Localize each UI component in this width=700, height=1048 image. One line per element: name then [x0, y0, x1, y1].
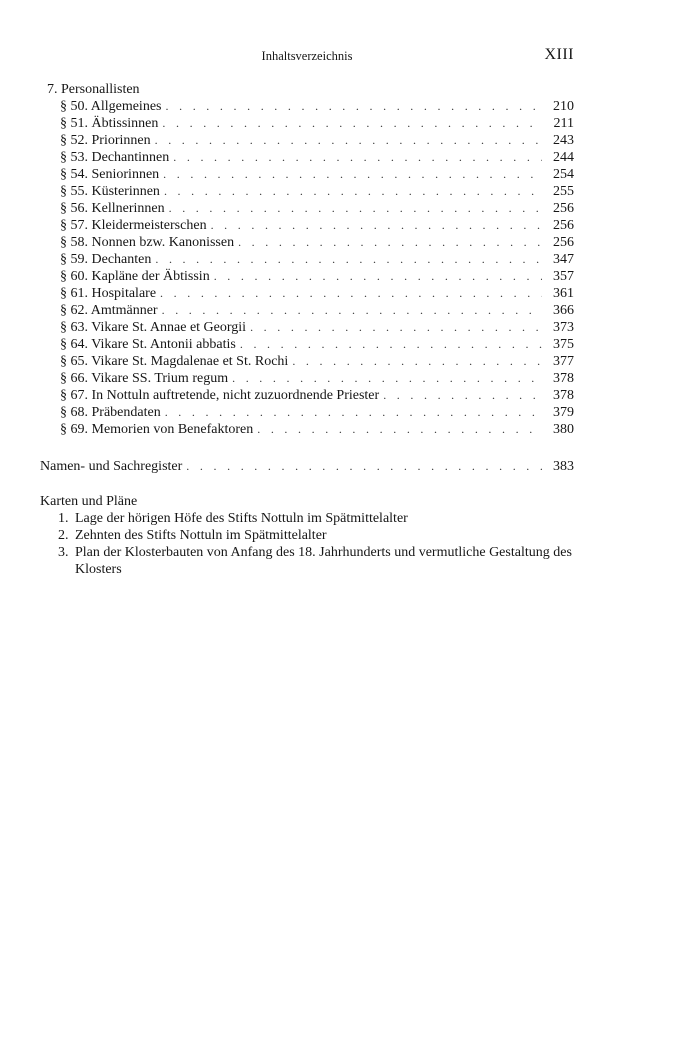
toc-entry [40, 217, 574, 234]
toc-entry-page: 243 [553, 133, 574, 148]
toc-entry-label: § 54. Seniorinnen [60, 167, 160, 182]
dot-leader [173, 149, 542, 166]
dot-leader [155, 251, 542, 268]
running-title: Inhaltsverzeichnis [261, 49, 353, 63]
toc-entry-page: 347 [553, 252, 574, 267]
toc-entry [40, 115, 574, 132]
toc-entry-label: § 55. Küsterinnen [60, 184, 160, 199]
toc-entry [40, 268, 574, 285]
map-item-number: 3. [58, 545, 69, 560]
toc-entry-page: 211 [553, 116, 574, 131]
toc-entry [40, 302, 574, 319]
toc-entry-label: § 65. Vikare St. Magdalenae et St. Rochi [60, 354, 289, 369]
dot-leader [240, 336, 542, 353]
toc-entry [40, 353, 574, 370]
map-item-number: 1. [58, 511, 69, 526]
dot-leader [163, 166, 542, 183]
toc-entry-label: § 58. Nonnen bzw. Kanonissen [60, 235, 235, 250]
toc-entry-page: 256 [553, 218, 574, 233]
toc-entry [40, 149, 574, 166]
toc-entry-label: § 60. Kapläne der Äbtissin [60, 269, 210, 284]
toc-entry [40, 336, 574, 353]
toc-entry-page: 210 [553, 99, 574, 114]
map-list-item [40, 510, 574, 527]
dot-leader [165, 404, 542, 421]
toc-entry-page: 361 [553, 286, 574, 301]
toc-entry [40, 200, 574, 217]
toc-entry-page: 380 [553, 422, 574, 437]
dot-leader [257, 421, 542, 438]
map-list-item [40, 544, 574, 578]
map-item-text: Plan der Klosterbauten von Anfang des 18. Jahrhunderts und vermutliche Gestaltung des Klosters [75, 545, 572, 577]
toc-entry-label: § 52. Priorinnen [60, 133, 151, 148]
dot-leader [155, 132, 542, 149]
toc-entry-page: 244 [553, 150, 574, 165]
toc-entry [40, 132, 574, 149]
running-head [40, 46, 574, 66]
toc-entry-page: 373 [553, 320, 574, 335]
toc-entry-label: § 63. Vikare St. Annae et Georgii [60, 320, 247, 335]
dot-leader [186, 458, 542, 475]
page-numeral: XIII [544, 46, 574, 63]
dot-leader [214, 268, 542, 285]
toc-entry-label: § 53. Dechantinnen [60, 150, 170, 165]
maps-heading: Karten und Pläne [40, 494, 138, 509]
toc-entry-label: § 67. In Nottuln auftretende, nicht zuzuordnende Priester [60, 388, 380, 403]
dot-leader [162, 302, 542, 319]
maps-list [40, 510, 574, 578]
map-list-item [40, 527, 574, 544]
toc-entry [40, 234, 574, 251]
toc-entry-page: 254 [553, 167, 574, 182]
toc-entry [40, 251, 574, 268]
dot-leader [292, 353, 542, 370]
dot-leader [238, 234, 542, 251]
toc-entry [40, 98, 574, 115]
toc-entry-label: § 56. Kellnerinnen [60, 201, 165, 216]
toc-entry-page: 377 [553, 354, 574, 369]
toc-entry [40, 183, 574, 200]
dot-leader [250, 319, 542, 336]
toc-entry-page: 256 [553, 201, 574, 216]
toc-entry-label: § 50. Allgemeines [60, 99, 162, 114]
toc-list [40, 98, 574, 438]
toc-entry-label: § 51. Äbtissinnen [60, 116, 159, 131]
map-item-number: 2. [58, 528, 69, 543]
toc-entry [40, 404, 574, 421]
dot-leader [211, 217, 542, 234]
toc-entry-page: 378 [553, 371, 574, 386]
dot-leader [166, 98, 543, 115]
map-item-text: Lage der hörigen Höfe des Stifts Nottuln im Spätmittelalter [75, 511, 408, 526]
register-entry [40, 458, 574, 475]
toc-entry-label: § 66. Vikare SS. Trium regum [60, 371, 229, 386]
toc-entry-label: § 64. Vikare St. Antonii abbatis [60, 337, 236, 352]
toc-entry-label: § 57. Kleidermeisterschen [60, 218, 207, 233]
register-page: 383 [553, 459, 574, 474]
dot-leader [162, 115, 542, 132]
map-item-text: Zehnten des Stifts Nottuln im Spätmittelalter [75, 528, 327, 543]
toc-entry [40, 387, 574, 404]
toc-entry [40, 166, 574, 183]
toc-entry [40, 421, 574, 438]
toc-entry-page: 256 [553, 235, 574, 250]
dot-leader [232, 370, 542, 387]
dot-leader [164, 183, 542, 200]
toc-entry-page: 379 [553, 405, 574, 420]
toc-entry-label: § 69. Memorien von Benefaktoren [60, 422, 254, 437]
section-heading: 7. Personallisten [47, 82, 140, 97]
toc-entry [40, 319, 574, 336]
toc-entry-label: § 68. Präbendaten [60, 405, 161, 420]
register-label: Namen- und Sachregister [40, 459, 183, 474]
toc-entry [40, 370, 574, 387]
toc-entry-label: § 62. Amtmänner [60, 303, 158, 318]
toc-entry-label: § 59. Dechanten [60, 252, 152, 267]
dot-leader [383, 387, 542, 404]
toc-entry-label: § 61. Hospitalare [60, 286, 157, 301]
toc-entry [40, 285, 574, 302]
toc-entry-page: 378 [553, 388, 574, 403]
toc-entry-page: 375 [553, 337, 574, 352]
dot-leader [169, 200, 542, 217]
toc-entry-page: 357 [553, 269, 574, 284]
toc-entry-page: 366 [553, 303, 574, 318]
dot-leader [160, 285, 542, 302]
toc-entry-page: 255 [553, 184, 574, 199]
